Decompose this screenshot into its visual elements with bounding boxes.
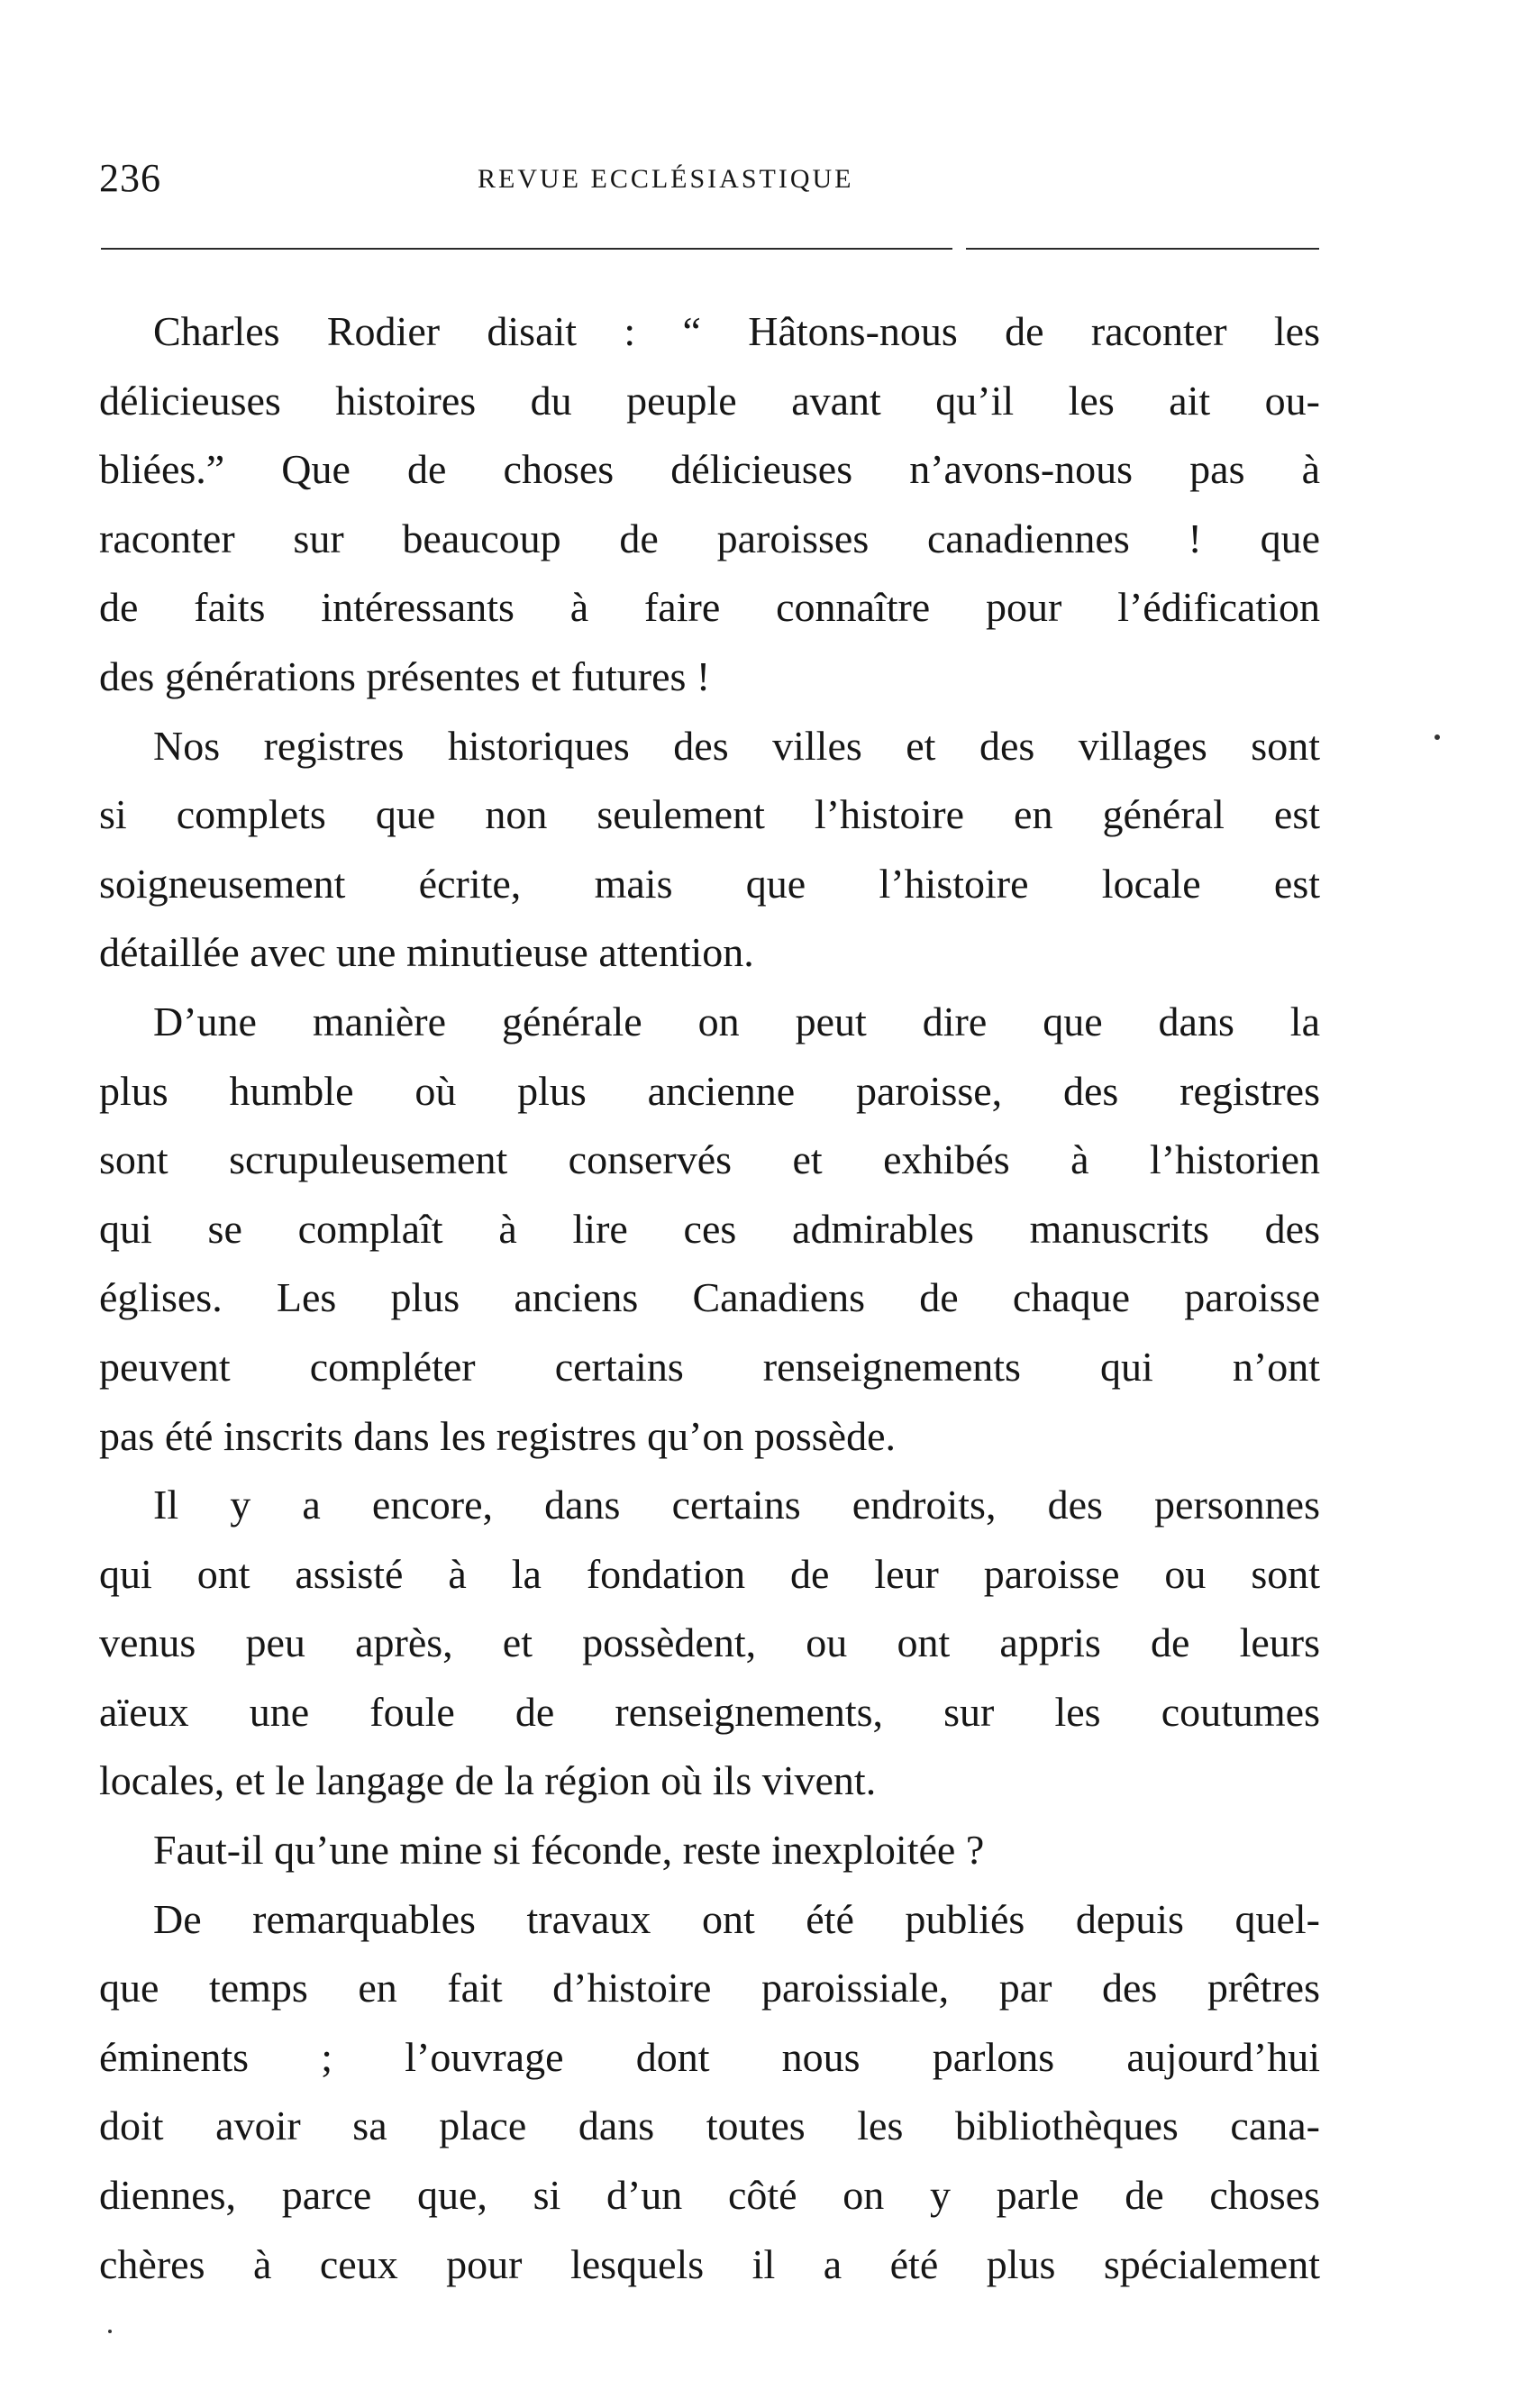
text-line: plus humble où plus ancienne paroisse, des registres <box>99 1067 1320 1114</box>
text-line: si complets que non seulement l’histoire en général est <box>99 791 1320 838</box>
text-line: peuvent compléter certains renseignements qui n’ont <box>99 1343 1320 1390</box>
text-line: diennes, parce que, si d’un côté on y parle de choses <box>99 2172 1320 2219</box>
text-line: éminents ; l’ouvrage dont nous parlons aujourd’hui <box>99 2033 1320 2080</box>
text-line: pas été inscrits dans les registres qu’on possède. <box>99 1412 897 1459</box>
text-line: qui se complaît à lire ces admirables manuscrits des <box>99 1205 1320 1252</box>
text-line: des générations présentes et futures ! <box>99 652 711 699</box>
page-number: 236 <box>99 156 161 200</box>
text-line: chères à ceux pour lesquels il a été plus spécialement <box>99 2240 1320 2287</box>
paragraph-1 <box>99 297 1320 712</box>
text-line: aïeux une foule de renseignements, sur les coutumes <box>99 1688 1320 1735</box>
paragraph-3 <box>99 988 1320 1471</box>
text-line: Faut-il qu’une mine si féconde, reste inexploitée ? <box>153 1827 985 1874</box>
text-line: qui ont assisté à la fondation de leur paroisse ou sont <box>99 1550 1320 1597</box>
text-line: bliées.” Que de choses délicieuses n’avons-nous pas à <box>99 446 1320 493</box>
page-header <box>99 151 1325 205</box>
text-line: délicieuses histoires du peuple avant qu’il les ait ou- <box>99 377 1320 424</box>
text-line: que temps en fait d’histoire paroissiale, par des prêtres <box>99 1965 1320 2011</box>
text-line: sont scrupuleusement conservés et exhibés à l’historien <box>99 1136 1320 1183</box>
text-line: raconter sur beaucoup de paroisses canadiennes ! que <box>99 515 1320 561</box>
text-line: soigneusement écrite, mais que l’histoire locale est <box>99 860 1320 907</box>
paragraph-6 <box>99 1885 1320 2300</box>
text-line: églises. Les plus anciens Canadiens de chaque paroisse <box>99 1274 1320 1321</box>
text-line: D’une manière générale on peut dire que dans la <box>153 998 1320 1044</box>
text-line: venus peu après, et possèdent, ou ont appris de leurs <box>99 1619 1320 1666</box>
header-rule-segment <box>966 248 1319 250</box>
paragraph-5 <box>99 1816 1320 1885</box>
text-line: Charles Rodier disait : “ Hâtons-nous de raconter les <box>153 308 1320 354</box>
text-line: locales, et le langage de la région où ils vivent. <box>99 1757 877 1804</box>
text-line: doit avoir sa place dans toutes les bibliothèques cana- <box>99 2102 1320 2149</box>
text-line: De remarquables travaux ont été publiés depuis quel- <box>153 1895 1320 1942</box>
header-rule <box>101 248 952 250</box>
paragraph-2 <box>99 712 1320 988</box>
text-line: Il y a encore, dans certains endroits, des personnes <box>153 1482 1320 1528</box>
text-line: Nos registres historiques des villes et des villages sont <box>153 722 1320 769</box>
body-text <box>99 297 1320 2299</box>
scan-speck <box>108 2330 112 2333</box>
text-line: de faits intéressants à faire connaître pour l’édification <box>99 584 1320 631</box>
text-line: détaillée avec une minutieuse attention. <box>99 929 754 976</box>
running-title: REVUE ECCLÉSIASTIQUE <box>478 164 854 194</box>
paragraph-4 <box>99 1471 1320 1816</box>
scan-speck <box>1434 734 1440 740</box>
